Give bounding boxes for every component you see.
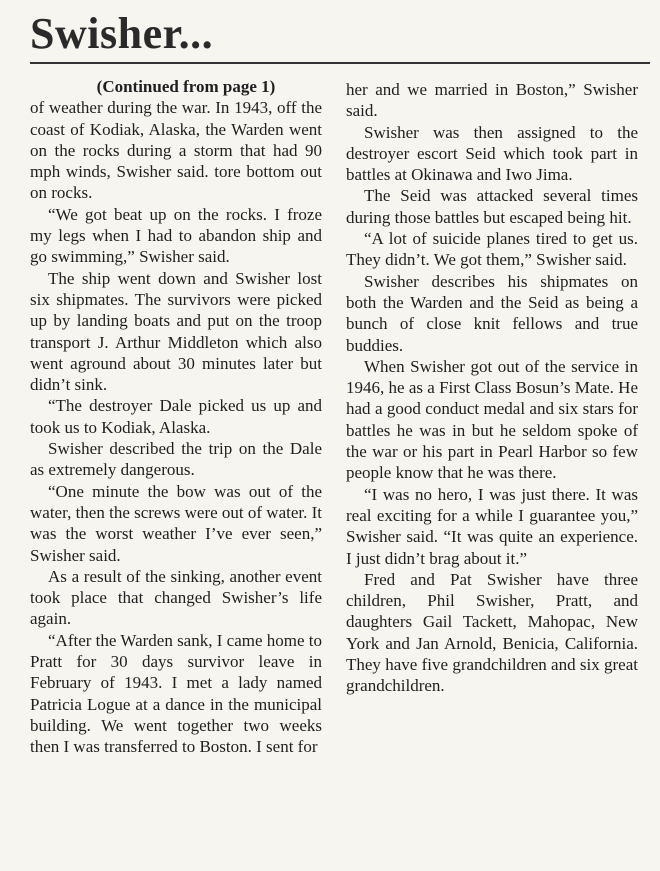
paragraph: When Swisher got out of the service in 1946, he as a First Class Bosun’s Mate. He had a good conduct medal and six stars for battles he was in but he seldom spoke of the war or his part in Pearl Harbor so few people know that he was there. bbox=[346, 356, 638, 483]
right-column bbox=[346, 79, 638, 697]
paragraph: Fred and Pat Swisher have three children, Phil Swisher, Pratt, and daughters Gail Tackett, Mahopac, New York and Jan Arnold, Benicia, California. They have five grandchildren and six great grandchildren. bbox=[346, 569, 638, 696]
paragraph: As a result of the sinking, another event took place that changed Swisher’s life again. bbox=[30, 566, 322, 629]
paragraph: The ship went down and Swisher lost six shipmates. The survivors were picked up by landing boats and put on the troop transport J. Arthur Middleton which also went aground about 30 minutes later but didn’t sink. bbox=[30, 268, 322, 395]
paragraph: “We got beat up on the rocks. I froze my legs when I had to abandon ship and go swimming,” Swisher said. bbox=[30, 204, 322, 267]
paragraph: “After the Warden sank, I came home to Pratt for 30 days survivor leave in February of 1943. I met a lady named Patricia Logue at a dance in the municipal building. We went together two weeks then I was transferred to Boston. I sent for bbox=[30, 630, 322, 757]
paragraph: Swisher describes his shipmates on both the Warden and the Seid as being a bunch of close knit fellows and true buddies. bbox=[346, 271, 638, 355]
article-headline: Swisher... bbox=[30, 9, 214, 58]
continued-from-label: (Continued from page 1) bbox=[96, 77, 276, 96]
paragraph: “I was no hero, I was just there. It was real exciting for a while I guarantee you,” Swisher said. “It was quite an experience. I just didn’t brag about it.” bbox=[346, 484, 638, 568]
left-column bbox=[30, 76, 322, 758]
paragraph: Swisher described the trip on the Dale as extremely dangerous. bbox=[30, 439, 322, 480]
headline-rule bbox=[30, 62, 650, 64]
paragraph: her and we married in Boston,” Swisher said. bbox=[346, 80, 638, 121]
paragraph: of weather during the war. In 1943, off the coast of Kodiak, Alaska, the Warden went on the rocks during a storm that had 90 mph winds, Swisher said. tore bottom out on rocks. bbox=[30, 98, 322, 203]
paragraph: Swisher was then assigned to the destroyer escort Seid which took part in battles at Okinawa and Iwo Jima. bbox=[346, 122, 638, 185]
paragraph: “The destroyer Dale picked us up and took us to Kodiak, Alaska. bbox=[30, 396, 322, 437]
paragraph: The Seid was attacked several times during those battles but escaped being hit. bbox=[346, 186, 638, 227]
paragraph: “A lot of suicide planes tired to get us. They didn’t. We got them,” Swisher said. bbox=[346, 229, 638, 270]
paragraph: “One minute the bow was out of the water, then the screws were out of water. It was the worst weather I’ve ever seen,” Swisher said. bbox=[30, 481, 322, 565]
